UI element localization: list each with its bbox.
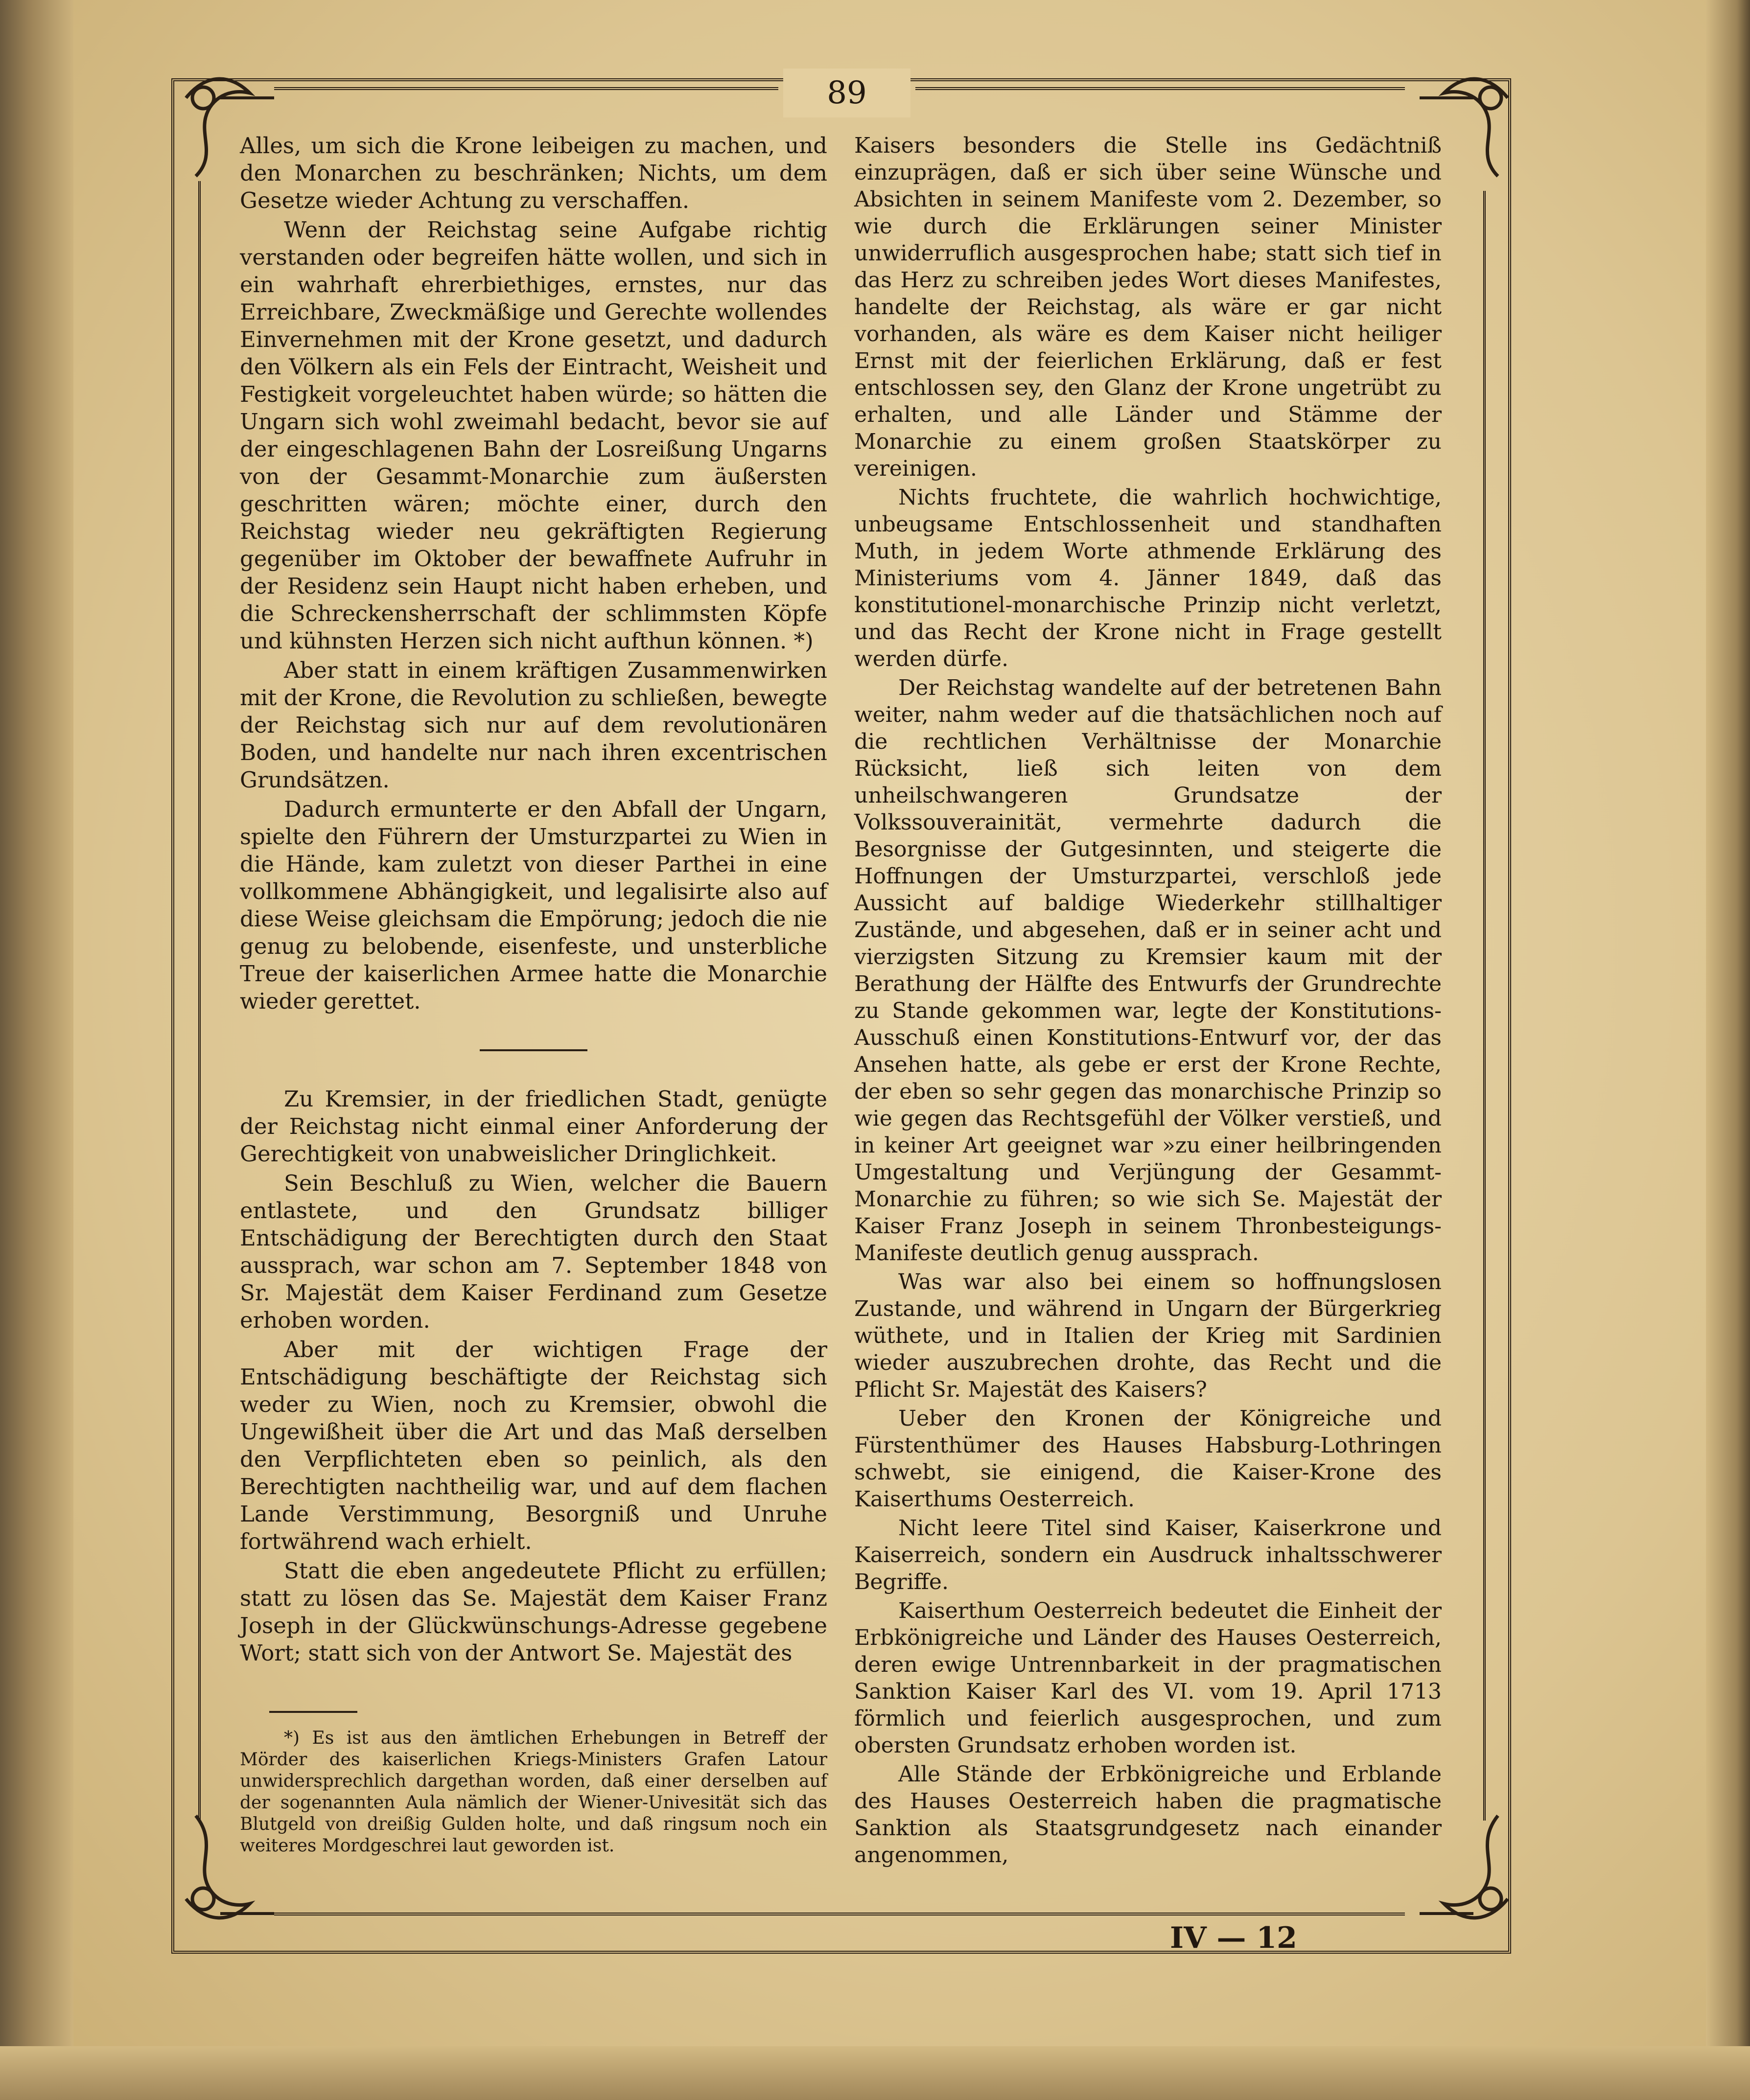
paragraph: Kaisers besonders die Stelle ins Gedächtniß einzuprägen, daß er sich über seine Wünsche und Absichten in seinem Manifeste vom 2. Dezember, so wie durch die Erklärungen seiner Minister unwiderruflich ausgesprochen habe; statt sich tief in das Herz zu schreiben jedes Wort dieses Manifestes, handelte der Reichstag, als wäre er gar nicht vorhanden, als wäre es dem Kaiser nicht heiliger Ernst mit der feierlichen Erklärung, daß er fest entschlossen sey, den Glanz der Krone ungetrübt zu erhalten, und alle Länder und Stämme der Monarchie zu einem großen Staatskörper zu vereinigen.	[854, 133, 1442, 481]
footnote: *) Es ist aus den ämtlichen Erhebungen in Betreff der Mörder des kaiserlichen Kriegs-Ministers Grafen Latour unwidersprechlich dargethan worden, daß einer derselben auf der sogenannten Aula nämlich der Wiener-Univesität sich das Blutgeld von dreißig Gulden holte, und daß ringsum noch ein weiteres Mordgeschrei laut geworden ist.	[240, 1728, 827, 1856]
paragraph: Dadurch ermunterte er den Abfall der Ungarn, spielte den Führern der Umsturzpartei zu Wien in die Hände, kam zuletzt von dieser Parthei in eine vollkommene Abhängigkeit, und legalisirte also auf diese Weise gleichsam die Empörung; jedoch die nie genug zu belobende, eisenfeste, und unsterbliche Treue der kaiserlichen Armee hatte die Monarchie wieder gerettet.	[240, 796, 827, 1014]
paragraph: Sein Beschluß zu Wien, welcher die Bauern entlastete, und den Grundsatz billiger Entschädigung der Berechtigten durch den Staat aussprach, war schon am 7. September 1848 von Sr. Majestät dem Kaiser Ferdinand zum Gesetze erhoben worden.	[240, 1170, 827, 1333]
paragraph: Kaiserthum Oesterreich bedeutet die Einheit der Erbkönigreiche und Länder des Hauses Oesterreich, deren ewige Untrennbarkeit in der pragmatischen Sanktion Kaiser Karl des VI. vom 19. April 1713 förmlich und feierlich ausgesprochen, und zum obersten Grundsatz erhoben worden ist.	[854, 1598, 1442, 1758]
right-column	[854, 132, 1442, 1870]
paragraph: Statt die eben angedeutete Pflicht zu erfüllen; statt zu lösen das Se. Majestät dem Kaiser Franz Joseph in der Glückwünschungs-Adresse gegebene Wort; statt sich von der Antwort Se. Majestät des	[240, 1558, 827, 1666]
header-rule-right	[915, 87, 1405, 90]
left-column	[240, 132, 827, 1859]
paragraph: Alle Stände der Erbkönigreiche und Erblande des Hauses Oesterreich haben die pragmatische Sanktion als Staatsgrundgesetz nach einander angenommen,	[854, 1762, 1442, 1868]
page-number: 89	[783, 69, 910, 117]
paragraph: Nicht leere Titel sind Kaiser, Kaiserkrone und Kaiserreich, sondern ein Ausdruck inhaltsschwerer Begriffe.	[854, 1516, 1442, 1594]
section-divider	[480, 1049, 587, 1051]
paragraph: Wenn der Reichstag seine Aufgabe richtig verstanden oder begreifen hätte wollen, und sich in ein wahrhaft ehrerbiethiges, ernstes, nur das Erreichbare, Zweckmäßige und Gerechte wollendes Einvernehmen mit der Krone gesetzt, und dadurch den Völkern als ein Fels der Eintracht, Weisheit und Festigkeit vorgeleuchtet haben würde; so hätten die Ungarn sich wohl zweimahl bedacht, bevor sie auf der eingeschlagenen Bahn der Losreißung Ungarns von der Gesammt-Monarchie zum äußersten geschritten wären; möchte einer, durch den Reichstag wieder neu gekräftigten Regierung gegenüber im Oktober der bewaffnete Aufruhr in der Residenz sein Haupt nicht haben erheben, und die Schreckensherrschaft der schlimmsten Köpfe und kühnsten Herzen sich nicht aufthun können. *)	[240, 217, 827, 654]
page-edge-bottom	[0, 2046, 1750, 2100]
header-rule-left	[274, 87, 778, 90]
frame-rule-left	[198, 181, 201, 1821]
paragraph: Der Reichstag wandelte auf der betretenen Bahn weiter, nahm weder auf die thatsächlichen noch auf die rechtlichen Verhältnisse der Monarchie Rücksicht, ließ sich leiten von dem unheilschwangeren Grundsatze der Volkssouverainität, vermehrte dadurch die Besorgnisse der Gutgesinnten, und steigerte die Hoffnungen der Umsturzpartei, verschloß jede Aussicht auf baldige Wiederkehr stillhaltiger Zustände, und abgesehen, daß er in seiner acht und vierzigsten Sitzung zu Kremsier kaum mit der Berathung der Hälfte des Entwurfs der Grundrechte zu Stande gekommen war, legte der Konstitutions-Ausschuß einen Konstitutions-Entwurf vor, der das Ansehen hatte, als gebe er erst der Krone Rechte, der eben so sehr gegen das monarchische Prinzip so wie gegen das Rechtsgefühl der Völker verstieß, und in keiner Art geeignet war »zu einer heilbringenden Umgestaltung und Verjüngung der Gesammt-Monarchie zu führen; so wie sich Se. Majestät der Kaiser Franz Joseph in seinem Thronbesteigungs-Manifeste deutlich genug aussprach.	[854, 675, 1442, 1266]
paragraph: Ueber den Kronen der Königreiche und Fürstenthümer des Hauses Habsburg-Lothringen schwebt, sie einigend, die Kaiser-Krone des Kaiserthums Oesterreich.	[854, 1406, 1442, 1512]
paragraph: Alles, um sich die Krone leibeigen zu machen, und den Monarchen zu beschränken; Nichts, um dem Gesetze wieder Achtung zu verschaffen.	[240, 133, 827, 213]
printer-signature-mark: IV — 12	[1170, 1921, 1297, 1955]
frame-rule-right	[1483, 191, 1486, 1821]
paragraph: Aber mit der wichtigen Frage der Entschädigung beschäftigte der Reichstag sich weder zu Wien, noch zu Kremsier, obwohl die Ungewißheit über die Art und das Maß derselben den Verpflichteten eben so peinlich, als den Berechtigten nachtheilig war, und auf dem flachen Lande Verstimmung, Besorgniß und Unruhe fortwährend wach erhielt.	[240, 1337, 827, 1554]
paragraph: Zu Kremsier, in der friedlichen Stadt, genügte der Reichstag nicht einmal einer Anforderung der Gerechtigkeit von unabweislicher Dringlichkeit.	[240, 1086, 827, 1167]
binding-gutter	[0, 0, 73, 2100]
paragraph: Was war also bei einem so hoffnungslosen Zustande, und während in Ungarn der Bürgerkrieg wüthete, und in Italien der Krieg mit Sardinien wieder auszubrechen drohte, das Recht und die Pflicht Sr. Majestät des Kaisers?	[854, 1269, 1442, 1402]
page-edge-right	[1706, 0, 1750, 2100]
paragraph: Nichts fruchtete, die wahrlich hochwichtige, unbeugsame Entschlossenheit und standhaften Muth, in jedem Worte athmende Erklärung des Ministeriums vom 4. Jänner 1849, daß das konstitutionel-monarchische Prinzip nicht verletzt, und das Recht der Krone nicht in Frage gestellt werden dürfe.	[854, 485, 1442, 671]
footer-rule	[274, 1913, 1405, 1915]
footnote-rule	[269, 1711, 357, 1713]
paragraph: Aber statt in einem kräftigen Zusammenwirken mit der Krone, die Revolution zu schließen, bewegte der Reichstag sich nur auf dem revolutionären Boden, und handelte nur nach ihren excentrischen Grundsätzen.	[240, 657, 827, 793]
